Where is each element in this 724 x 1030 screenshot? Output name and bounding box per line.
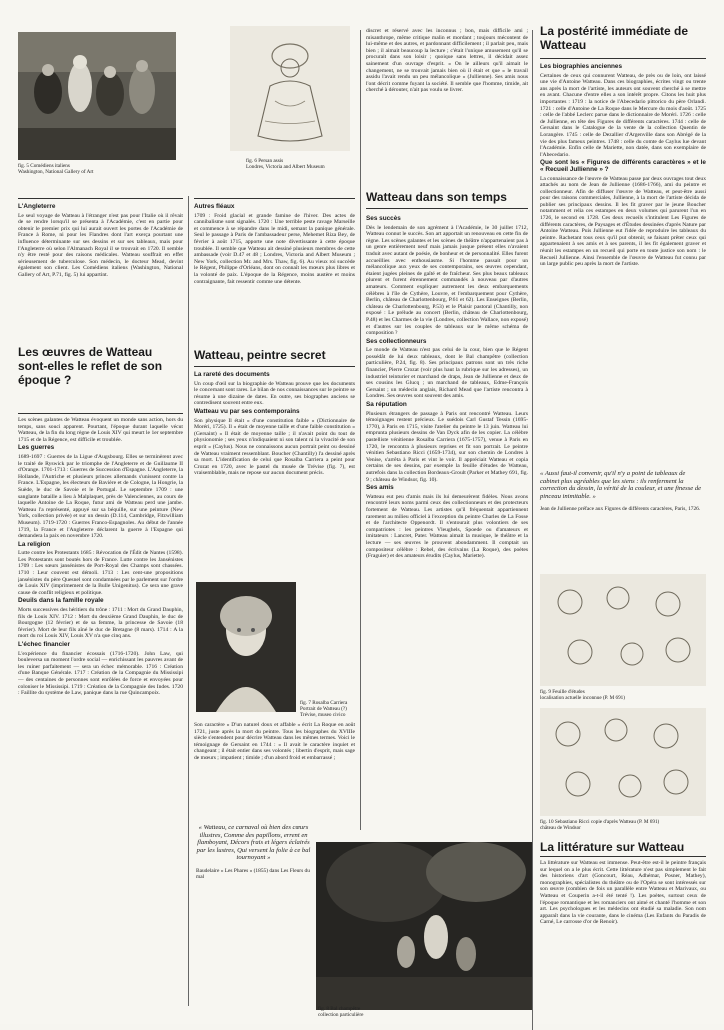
litterature-heading: La littérature sur Watteau xyxy=(540,840,685,854)
column-4-body xyxy=(540,62,706,454)
section-rule xyxy=(18,198,183,199)
secret-heading: Watteau, peintre secret xyxy=(194,348,326,362)
reflet-heading: Les œuvres de Watteau sont-elles le reflet de son époque ? xyxy=(18,345,163,387)
caractere-block xyxy=(194,722,355,800)
column-1-body xyxy=(18,417,183,1009)
section-rule xyxy=(366,208,528,209)
amis-text: Watteau eut peu d'amis mais ils lui demeurèrent fidèles. Nous avons rencontré leurs noms parmi ceux des collectionneurs et des protecteurs fortement de Watteau. Les artistes qu'il fréquentait appartiennent rarement au milieu officiel à l'exception du peintre Charles de La Fosse et de l'architecte Oppenordt. Il s'entourait plus volontiers de ses compatriotes : les peintres Vleughels, Spoede ou d'amateurs et imitateurs : Lancret, Pater. Watteau aimait la musique, le théâtre et la lecture — ses œuvres le prouvent abondamment. Il comptait un compositeur célèbre : Rebel, des écrivains (La Roque), des poètes (Fraguier) et des amateurs érudits (Caylus, Mariette). xyxy=(366,493,528,560)
collect-heading: Ses collectionneurs xyxy=(366,337,427,345)
column-divider xyxy=(360,30,361,830)
figure-5-caption: fig. 5 Comédiens italiens Washington, National Gallery of Art xyxy=(18,163,94,175)
figure-8-caption: fig. 8 Bal champêtre collection particulière xyxy=(318,1006,364,1018)
section-rule xyxy=(18,413,183,414)
figure-6-persan-assis xyxy=(230,26,350,151)
deuils-text: Morts successives des héritiers du trône : 1711 : Mort du Grand Dauphin, fils de Louis XIV. 1712 : Mort du deuxième Grand Dauphin, le duc de Bourgogne (12 février) et de sa femme, la princesse de Savoie (18 février). Mort de leur fils aîné le duc de Bretagne (8 mars). 1714 : A la mort du roi Louis XIV, Louis XV n'a que cinq ans. xyxy=(18,607,183,640)
rarete-heading: La rareté des documents xyxy=(194,371,270,378)
biographies-heading: Les biographies anciennes xyxy=(540,63,623,70)
baudelaire-quote-block xyxy=(196,824,311,881)
succes-heading: Ses succès xyxy=(366,215,401,222)
figure-6-caption: fig. 6 Persan assis Londres, Victoria and Albert Museum xyxy=(246,158,325,170)
litterature-text: La littérature sur Watteau est immense. Peut-être est-il le peintre français sur lequel on a le plus écrit. Cette littérature n'est pas simplement le fait des historiens d'art (Goncourt, Réau, Adhémar, Posner, Mathey), monographies, spécialistes du théâtre ou de l'Opéra se sont intéressés sur son œuvre (combien de fois un parallèle entre Watteau et Marivaux, ou Watteau et Couperin a-t-il été tenté !). Les poètes, surtout ceux de l'époque romantique et les romanciers ont aimé et chanté l'homme et son art. Les psychologues et les médecins ont étudié sa maladie. Son nom apparaît dans la vie courante, dans le cinéma (Les Enfants du Paradis de Carné, Le carrosse d'or de Renoir). xyxy=(540,860,706,926)
portrait-image-icon xyxy=(196,582,296,712)
collect-text: Le monde de Watteau n'est pas celui de la cour, bien que le Régent possédât de lui deux tableaux, dont le Bal champêtre (collection particulière, P.24, fig. 8). Ses principaux patrons sont un très riche financier, Pierre Crozat (voir plus haut la rubrique sur les adresses), un industriel teinturier et marchand de draps, Jean de Jullienne et deux de ses cousins les Glucq ; un marchand de tableaux, Edme-François Gersaint ; un médecin anglais, Richard Mead que l'artiste rencontra à Londres. Ses œuvres sont souvent des amis. xyxy=(366,347,528,400)
figure-9-caption: fig. 9 Feuille d'études localisation actuelle inconnue (P. M 691) xyxy=(540,689,625,701)
painting-image-icon xyxy=(18,32,176,160)
guerres-heading: Les guerres xyxy=(18,444,55,452)
reputation-heading: Sa réputation xyxy=(366,401,407,409)
echec-heading: L'échec financier xyxy=(18,641,70,648)
figure-10-ricci-copie xyxy=(540,708,706,816)
autres-text: 1709 : Froid glacial et grande famine de l'hiver. Des actes de cannibalisme sont signalés. 1720 : Une terrible peste ravage Marseille et commence à se répandre dans le midi, semant la panique générale. Seul le passage à Paris de l'ambassadeur perse, Mehemet Riza Bey, de février à août 1715, apporte une note divertissante à cette époque troublée. Il semble que Watteau ait dessiné plusieurs membres de cette ambassade (voir D.47 et 48 ; Londres, Victoria and Albert Museum ; New York, collection Mr. and Mrs. Thaw, fig. 6). Au vieux roi succède le Régent, Philippe d'Orléans, dont on connaît les mœurs plus libres et la volonté de paix. L'époque de la Régence, moins austère et moins contraignante, fait ressentir comme une détente. xyxy=(194,212,355,285)
figure-7-caption: fig. 7 Rosalba Carriera Portrait de Watteau (?) Trévise, museo civico xyxy=(300,700,348,718)
vu-heading: Watteau vu par ses contemporains xyxy=(194,407,300,415)
succes-text: Dès le lendemain de son agrément à l'Académie, le 30 juillet 1712, Watteau connut le succès. Son art apportait un renouveau en cette fin de règne. Les scènes galantes et les scènes de théâtre n'appartenaient pas à un genre entièrement neuf mais jamais jusque présent elles n'avaient traduit avec autant de poésie, de bonheur et de personnalité. Elles furent accueillies avec enthousiasme. Si l'homme passait pour un mélancolique aux yeux de ses contemporains, ses œuvres cependant, étaient jugées pleines de gaîté et de fraîcheur. Ses plus beaux tableaux plurent et furent étrennement commandés à nouveau par d'autres amateurs. Comment expliquer autrement les deux embarquements célèbres à l'île de Cythère, Louvre, et l'embarquement pour Cythère, Berlin, château de Charlottenbourg, P.61 et 62). Les Enseignes (Berlin, château de Charlottenbourg, P.53) et le Plaisir pastoral (Chantilly, non exposé : Le prélude au concert (Berlin, château de Charlottenbourg, P.48) et les Charmes de la vie (Londres, collection Wallace, non exposé) et d'autres sur les couples de tableaux sur le même schéma de composition ? xyxy=(366,224,528,337)
vu-text: Son physique Il était « d'une constitution faible » (Dictionnaire de Moréri, 1725). Il « était de moyenne taille et d'une faible constitution » (Gersaint) « Il était de moyenne taille ; il n'avait point du tout de physionomie ; ses yeux n'indiquaient ni son talent ni la vivacité de son esprit » (Caylus). Nous ne connaissons aucun portrait peint ou dessiné de Watteau vraiment ressemblant. Boucher (Chantilly) l'a dessiné après sa mort. L'identification de celui que Rosalba Carriera a peint pour Crozat en 1720, avec le pastel du musée de Trévise (fig. 7), est vraisemblable, mais ne repose sur aucun document précis. xyxy=(194,417,355,477)
column-3-body xyxy=(366,214,528,824)
column-1-top xyxy=(18,202,183,332)
jullienne-quote-block xyxy=(540,470,706,513)
biographies-text: Certaines de ceux qui connurent Watteau, de près ou de loin, ont laissé une vie d'Antoine Watteau. Dans ces biographies, écrites vingt ou trente ans après la mort de l'artiste, les auteurs ont souvent cherché à se mettre en avant. Chacune d'entre elles a son intérêt propre. Citons les huit plus importantes : 1719 : la notice de l'Abecedario pittorico du père Orlandi. 1721 : celle d'Antoine de La Roque dans le Mercure du mois d'août. 1725 : celle de l'abbé Leclerc parue dans le dictionnaire de Moréri. 1726 : celle de Jullienne, en tête des Figures de différents caractères. 1744 : celle de Gersaint dans le Catalogue de la vente de la collection Quentin de Lorangère. 1745 : celle de Dezallier d'Argenville dans son Abrégé de la vie des plus fameux peintres. 1748 : celle du comte de Caylus lue devant l'Académie. Enfin celle de Mariette, non datée, dans son exemplaire de l'Abecedario. xyxy=(540,72,706,158)
autres-heading: Autres fléaux xyxy=(194,203,235,210)
secret-section xyxy=(194,348,355,362)
figure-5-comediens-italiens xyxy=(18,32,176,160)
litterature-section xyxy=(540,840,706,854)
sketch-image-icon xyxy=(540,574,706,686)
reflet-section xyxy=(18,345,183,387)
section-rule xyxy=(194,198,355,199)
figure-7-portrait xyxy=(196,582,296,712)
religion-text: Lutte contre les Protestants 1685 : Révocation de l'Édit de Nantes (1598). Les Protestants sont boutés hors de France. Lutte contre les Jansénistes 1709 : Les sœurs jansénistes de Port-Royal des Champs sont chassées. 1710 : Leur couvent est démoli. 1713 : Les cent-une propositions jansénistes du père Quesnel sont condamnées par le parlement sur l'ordre de Louis XIV (imprimement de la Bulle Unigenitus). Ce sera une grave cause de conflit religieux et politique. xyxy=(18,550,183,596)
column-3-top xyxy=(366,28,528,178)
angleterre-heading: L'Angleterre xyxy=(18,203,56,210)
figure-9-feuille-etudes xyxy=(540,574,706,686)
column-2-top xyxy=(194,202,355,340)
echec-text: L'expérience du financier écossais (1716-1720). John Law, qui bouleversa un moment l'ordre social — enrichissant les pauvres avant de les ruiner parfaitement — sera un échec mémorable. 1716 : Création d'une Banque Générale. 1717 : Création de la Compagnie du Mississipi — des centaines de personnes sont enrôlées de force et envoyées pour coloniser le Mississipi. 1719 : Création de la Compagnie des Indes. 1720 : Faillite du système de Law, panique dans la rue Quincampoix. xyxy=(18,650,183,697)
figures-question-text: La connaissance de l'œuvre de Watteau passe par deux ouvrages tout deux attachés au nom de Jean de Jullienne (1686-1766), ami du peintre et collectionneur. Afin de diffuser l'œuvre de Watteau, et peut-être aussi pour des raisons commerciales, Jullienne, à la mort de l'artiste décida de publier ses principaux dessins. Il les fit graver par le jeune Boucher notamment et relia ces estampes en deux volumes qui parurent l'un en 1726, le second en 1728. Ces deux recueils s'intitulent Les Figures de différents caractères, de Paysages et d'Études dessinées d'après Nature par Antoine Watteau. Puis Jullienne eut l'idée de reproduire les tableaux du peintre. Rachetant tous ceux qu'il put obtenir, se faisant prêter ceux qui appartenaient à ses amis et à ses parents, il les fit également graver et réunit les estampes en un recueil qui porte en toute justice son nom : le Recueil Jullienne. Ainsi l'ensemble de l'œuvre de Watteau fut connu par un large public peu après la mort de l'artiste. xyxy=(540,175,706,268)
figures-question-heading: Que sont les « Figures de différents caractères » et le « Recueil Jullienne » ? xyxy=(540,159,706,173)
temps-heading: Watteau dans son temps xyxy=(366,190,507,204)
reputation-text: Plusieurs étrangers de passage à Paris ont rencontré Watteau. Leurs témoignages restent précieux. Le suédois Carl Gustaf Tessin (1695-1770), à Paris en 1715, visite l'atelier du peintre le 13 juin. Watteau lui emprunta plusieurs dessins de Van Dyck afin de les copier. La célèbre pastelliste vénitienne Rosalba Carriera (1675-1757), venue à Paris en 1720, le rencontra à plusieurs reprises et fit son portrait. Le peintre vénitien Sebastiano Ricci (1659-1734), sur son chemin de Londres à Venise, s'arrêta à Paris et vint le voir. Il appréciait Watteau et copia certains de ses dessins, par exemple la feuille d'études de Watteau, autrefois dans la collection Bordeaux-Groult (Parker et Mathey 691, fig. 9 ; château de Windsor, fig. 10). xyxy=(366,410,528,483)
section-rule xyxy=(540,856,706,857)
baudelaire-quote: « Watteau, ce carnaval où bien des cœurs illustres, Comme des papillons, errent en flamboyant, Décors frais et légers éclairés par les lustres, Qui versent la folie à ce bal tournoyant » xyxy=(196,824,311,862)
section-rule xyxy=(540,58,706,59)
angleterre-text: Le seul voyage de Watteau à l'étranger n'est pas pour l'Italie où il rêvait de se rendre lorsqu'il se présenta à l'Académie, c'est en partie pour obtenir le premier prix qui lui aurait ouvert les portes de l'Académie de France à Rome, ni pour les Flandres dont l'art exerça pourtant une influence déterminante sur ses dessins et sur ses tableaux, mais pour l'Angleterre où selon l'Almanach Royal il se trouvait en 1720. Il semble n'y être resté pour des raisons médicales. Watteau souffrait en effet sérieusement de tuberculose. Son médecin, le docteur Mead, devint également son client. Les Comédiens italiens (Washington, National Gallery of Art, P.71, fig. 5) lui appartint. xyxy=(18,212,183,278)
jullienne-quote: « Aussi faut-il convenir, qu'il n'y a point de tableaux de cabinet plus agréables que les siens : ils renferment la correction du dessin, la vérité de la couleur, et une finesse de pinceau inimitable. » xyxy=(540,470,702,500)
rarete-text: Un coup d'œil sur la biographie de Watteau prouve que les documents le concernant sont rares. Le bilan de nos connaissances sur le peintre se résume à une dizaine de dates. En outre, ses biographes anciens se contredisent souvent entre eux. xyxy=(194,380,355,407)
baudelaire-quote-source: Baudelaire « Les Phares » (1855) dans Les Fleurs du mal xyxy=(196,867,310,881)
landscape-image-icon xyxy=(316,842,532,1010)
figure-8-bal-champetre xyxy=(316,842,532,1010)
sketch-image-icon xyxy=(540,708,706,816)
posterite-section xyxy=(540,24,706,52)
column-divider xyxy=(188,196,189,1006)
drawing-image-icon xyxy=(230,26,350,151)
amis-heading: Ses amis xyxy=(366,484,394,492)
temps-section xyxy=(366,190,528,204)
caractere-text: Son caractère « D'un naturel doux et affable » écrit La Roque en août 1721, juste après la mort du peintre. Tous les biographes du XVIIIe siècle s'entendent pour décrire Watteau dans les mêmes termes. Voici le témoignage de Gersaint en 1744 : « Il avait le caractère inquiet et changeant ; il était entier dans ses volontés ; libertin d'esprit, mais sage de mœurs ; impatient ; timide ; d'un abord froid et embarrassé ; xyxy=(194,722,355,761)
religion-heading: La religion xyxy=(18,540,51,548)
column-3-intro-text: discret et réservé avec les inconnus ; bon, mais difficile ami ; misanthrope, même critique malin et mordant ; toujours mécontent de lui-même et des autres, et pardonnant difficilement ; il parlait peu, mais bien ; il aimait beaucoup la lecture ; c'était l'unique amusement qu'il se procurait dans son loisir ; quoique sans lettres, il décidait assez sainement d'un ouvrage d'esprit. » On le ailleurs qu'il aimait le changement, ne se trouvait jamais bien où il était et que « le travail assidu l'avait rendu un peu mélancolique » (Jullienne). Ses amis nous l'ont décrit comme fuyant la société. Il semble que l'homme, timide, ait cherché à dérouter, n'ait pas voulu se livrer. xyxy=(366,28,528,94)
column-2-body xyxy=(194,370,355,608)
litterature-body xyxy=(540,860,706,1010)
section-rule xyxy=(194,366,355,367)
deuils-heading: Deuils dans la famille royale xyxy=(18,597,104,605)
figure-10-caption: fig. 10 Sebastiano Ricci copie d'après Watteau (P. M 691) château de Windsor xyxy=(540,819,660,831)
column-divider xyxy=(532,30,533,1030)
jullienne-quote-source: Jean de Jullienne préface aux Figures de différents caractères, Paris, 1726. xyxy=(540,506,701,513)
reflet-text: Les scènes galantes de Watteau évoquent un monde sans action, hors du temps, sans souci apparent. Pourtant, l'époque durant laquelle vécut Watteau, de la fin du long règne de Louis XIV qui meurt le 1er septembre 1715 et de la Régence, est difficile et troublée. xyxy=(18,417,183,443)
posterite-heading: La postérité immédiate de Watteau xyxy=(540,24,689,52)
guerres-text: 1689-1697 : Guerres de la Ligue d'Augsbourg. Elles se terminèrent avec le traité de Ryswick par le triomphe de l'Angleterre et de Guillaume II d'Orange. 1701-1713 : Guerres de Succession d'Espagne. L'Angleterre, la Hollande, l'Autriche et plusieurs princes allemands s'unissent contre la France. L'Espagne, les électeurs de Bavière et de Cologne, la Hongrie, la Suède, le duc de Savoie et le Portugal. Le septembre 1709 : une sanglante bataille a lieu à Malplaquet, près de Valenciennes, au cours de laquelle Antoine de La Roque, futur ami de Watteau perd une jambe. Watteau l'a représenté, appuyé sur sa béquille, sur une peinture (New York, collection privée) et sur un dessin (D.114, Cambridge, Fitzwilliam Museum). 1719-1720 : Guerres Franco-Espagnoles. Au début de l'année 1719, la France et l'Angleterre déclarent la guerre à l'Espagne qui demandera la paix en novembre 1720. xyxy=(18,453,183,540)
